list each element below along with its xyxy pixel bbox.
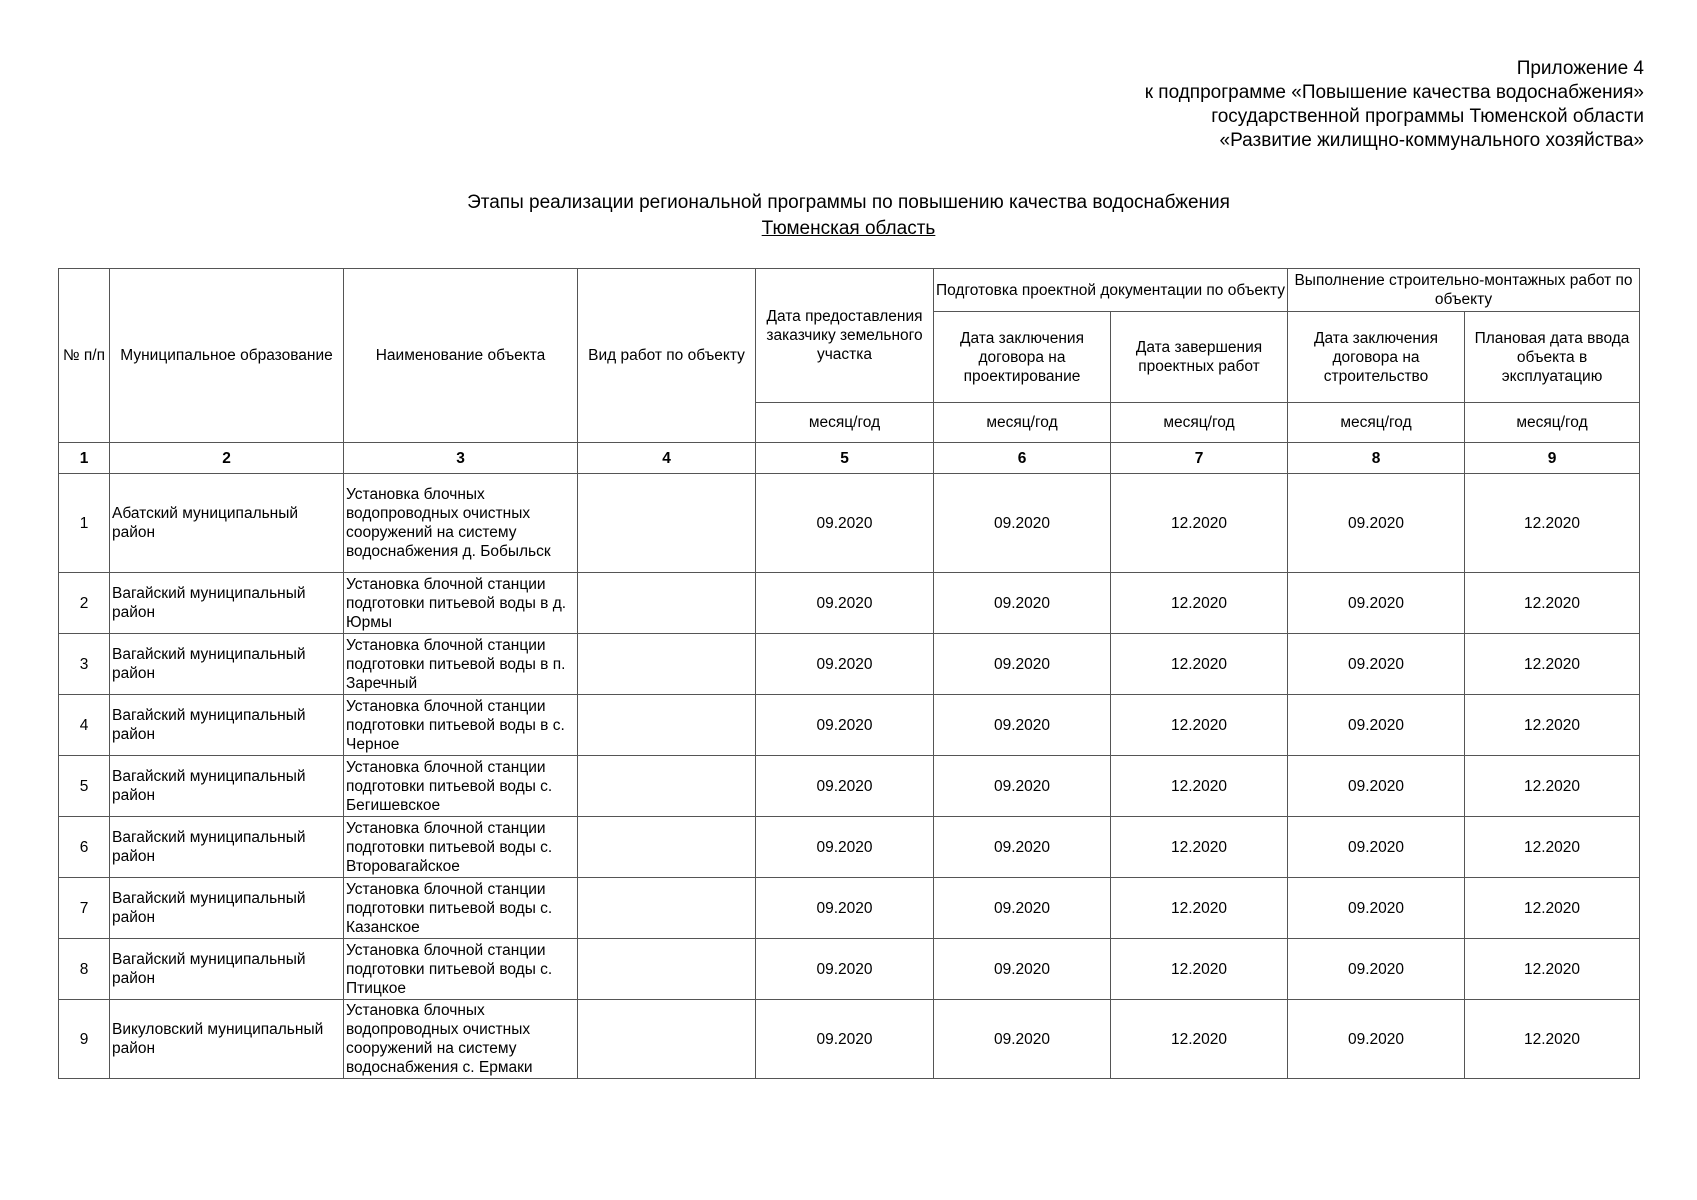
cell-object: Установка блочных водопроводных очистных сооружений на систему водоснабжения д. Бобыльск <box>344 474 578 573</box>
column-number: 8 <box>1288 443 1465 474</box>
cell-land-date: 09.2020 <box>756 756 934 817</box>
header-design-end: Дата завершения проектных работ <box>1111 312 1288 403</box>
appendix-line-4: «Развитие жилищно-коммунального хозяйства» <box>1219 130 1644 151</box>
cell-num: 3 <box>59 634 110 695</box>
cell-work-type <box>578 634 756 695</box>
cell-commission: 12.2020 <box>1465 756 1640 817</box>
cell-design-end: 12.2020 <box>1111 878 1288 939</box>
cell-object: Установка блочной станции подготовки питьевой воды с. Казанское <box>344 878 578 939</box>
cell-design-contract: 09.2020 <box>934 756 1111 817</box>
column-number: 4 <box>578 443 756 474</box>
cell-design-contract: 09.2020 <box>934 573 1111 634</box>
cell-object: Установка блочной станции подготовки питьевой воды с. Второвагайское <box>344 817 578 878</box>
header-municipality: Муниципальное образование <box>110 269 344 443</box>
cell-commission: 12.2020 <box>1465 634 1640 695</box>
cell-work-type <box>578 756 756 817</box>
header-num: № п/п <box>59 269 110 443</box>
cell-commission: 12.2020 <box>1465 474 1640 573</box>
cell-municipality: Вагайский муниципальный район <box>110 573 344 634</box>
cell-municipality: Вагайский муниципальный район <box>110 817 344 878</box>
header-build-group: Выполнение строительно-монтажных работ по объекту <box>1288 269 1640 312</box>
cell-object: Установка блочной станции подготовки питьевой воды в с. Черное <box>344 695 578 756</box>
cell-commission: 12.2020 <box>1465 573 1640 634</box>
cell-land-date: 09.2020 <box>756 634 934 695</box>
appendix-line-3: государственной программы Тюменской области <box>1211 106 1644 127</box>
table-row <box>59 817 1640 878</box>
cell-commission: 12.2020 <box>1465 878 1640 939</box>
header-unit: месяц/год <box>934 403 1111 443</box>
title-region: Тюменская область <box>761 218 936 239</box>
table-header <box>59 269 1640 474</box>
cell-design-end: 12.2020 <box>1111 634 1288 695</box>
table-row <box>59 939 1640 1000</box>
cell-work-type <box>578 878 756 939</box>
cell-object: Установка блочной станции подготовки питьевой воды в п. Заречный <box>344 634 578 695</box>
cell-commission: 12.2020 <box>1465 1000 1640 1079</box>
column-number: 5 <box>756 443 934 474</box>
table-row <box>59 756 1640 817</box>
column-number: 2 <box>110 443 344 474</box>
table-row <box>59 878 1640 939</box>
cell-design-end: 12.2020 <box>1111 474 1288 573</box>
cell-build-contract: 09.2020 <box>1288 878 1465 939</box>
stages-table <box>58 268 1640 1079</box>
cell-num: 6 <box>59 817 110 878</box>
header-unit: месяц/год <box>756 403 934 443</box>
cell-work-type <box>578 817 756 878</box>
appendix-line-1: Приложение 4 <box>1516 58 1644 79</box>
cell-municipality: Вагайский муниципальный район <box>110 695 344 756</box>
cell-design-contract: 09.2020 <box>934 878 1111 939</box>
cell-design-contract: 09.2020 <box>934 474 1111 573</box>
appendix-note <box>744 57 1644 153</box>
cell-num: 8 <box>59 939 110 1000</box>
cell-num: 1 <box>59 474 110 573</box>
cell-municipality: Вагайский муниципальный район <box>110 634 344 695</box>
cell-land-date: 09.2020 <box>756 573 934 634</box>
cell-land-date: 09.2020 <box>756 1000 934 1079</box>
cell-land-date: 09.2020 <box>756 695 934 756</box>
table-row <box>59 474 1640 573</box>
header-commission: Плановая дата ввода объекта в эксплуатацию <box>1465 312 1640 403</box>
title-main: Этапы реализации региональной программы по повышению качества водоснабжения <box>467 192 1230 213</box>
document-title <box>0 190 1697 242</box>
cell-commission: 12.2020 <box>1465 695 1640 756</box>
table-body <box>59 474 1640 1079</box>
cell-num: 2 <box>59 573 110 634</box>
cell-municipality: Абатский муниципальный район <box>110 474 344 573</box>
header-unit: месяц/год <box>1288 403 1465 443</box>
column-number: 1 <box>59 443 110 474</box>
table-row <box>59 1000 1640 1079</box>
cell-build-contract: 09.2020 <box>1288 1000 1465 1079</box>
header-build-contract: Дата заключения договора на строительство <box>1288 312 1465 403</box>
header-object: Наименование объекта <box>344 269 578 443</box>
cell-work-type <box>578 573 756 634</box>
cell-design-contract: 09.2020 <box>934 817 1111 878</box>
cell-build-contract: 09.2020 <box>1288 695 1465 756</box>
column-number: 9 <box>1465 443 1640 474</box>
cell-design-contract: 09.2020 <box>934 939 1111 1000</box>
cell-design-end: 12.2020 <box>1111 573 1288 634</box>
cell-build-contract: 09.2020 <box>1288 817 1465 878</box>
cell-build-contract: 09.2020 <box>1288 939 1465 1000</box>
table-row <box>59 634 1640 695</box>
table-row <box>59 573 1640 634</box>
header-unit: месяц/год <box>1111 403 1288 443</box>
cell-commission: 12.2020 <box>1465 817 1640 878</box>
header-unit: месяц/год <box>1465 403 1640 443</box>
cell-design-end: 12.2020 <box>1111 939 1288 1000</box>
cell-work-type <box>578 1000 756 1079</box>
header-work-type: Вид работ по объекту <box>578 269 756 443</box>
table-row <box>59 695 1640 756</box>
cell-municipality: Викуловский муниципальный район <box>110 1000 344 1079</box>
cell-object: Установка блочной станции подготовки питьевой воды с. Бегишевское <box>344 756 578 817</box>
cell-work-type <box>578 695 756 756</box>
cell-land-date: 09.2020 <box>756 474 934 573</box>
cell-land-date: 09.2020 <box>756 939 934 1000</box>
column-number: 6 <box>934 443 1111 474</box>
header-design-contract: Дата заключения договора на проектирование <box>934 312 1111 403</box>
cell-object: Установка блочных водопроводных очистных сооружений на систему водоснабжения с. Ермаки <box>344 1000 578 1079</box>
cell-land-date: 09.2020 <box>756 878 934 939</box>
cell-work-type <box>578 939 756 1000</box>
cell-build-contract: 09.2020 <box>1288 474 1465 573</box>
header-land-date: Дата предоставления заказчику земельного участка <box>756 269 934 403</box>
cell-build-contract: 09.2020 <box>1288 573 1465 634</box>
cell-object: Установка блочной станции подготовки питьевой воды с. Птицкое <box>344 939 578 1000</box>
header-design-group: Подготовка проектной документации по объекту <box>934 269 1288 312</box>
cell-object: Установка блочной станции подготовки питьевой воды в д. Юрмы <box>344 573 578 634</box>
cell-municipality: Вагайский муниципальный район <box>110 878 344 939</box>
cell-design-contract: 09.2020 <box>934 1000 1111 1079</box>
cell-design-contract: 09.2020 <box>934 634 1111 695</box>
cell-design-end: 12.2020 <box>1111 817 1288 878</box>
cell-build-contract: 09.2020 <box>1288 634 1465 695</box>
cell-land-date: 09.2020 <box>756 817 934 878</box>
cell-num: 5 <box>59 756 110 817</box>
cell-design-end: 12.2020 <box>1111 695 1288 756</box>
cell-design-end: 12.2020 <box>1111 1000 1288 1079</box>
cell-work-type <box>578 474 756 573</box>
cell-build-contract: 09.2020 <box>1288 756 1465 817</box>
cell-design-end: 12.2020 <box>1111 756 1288 817</box>
cell-num: 4 <box>59 695 110 756</box>
cell-design-contract: 09.2020 <box>934 695 1111 756</box>
cell-commission: 12.2020 <box>1465 939 1640 1000</box>
cell-municipality: Вагайский муниципальный район <box>110 756 344 817</box>
cell-num: 9 <box>59 1000 110 1079</box>
cell-num: 7 <box>59 878 110 939</box>
cell-municipality: Вагайский муниципальный район <box>110 939 344 1000</box>
column-number: 3 <box>344 443 578 474</box>
column-number: 7 <box>1111 443 1288 474</box>
appendix-line-2: к подпрограмме «Повышение качества водоснабжения» <box>1144 82 1644 103</box>
